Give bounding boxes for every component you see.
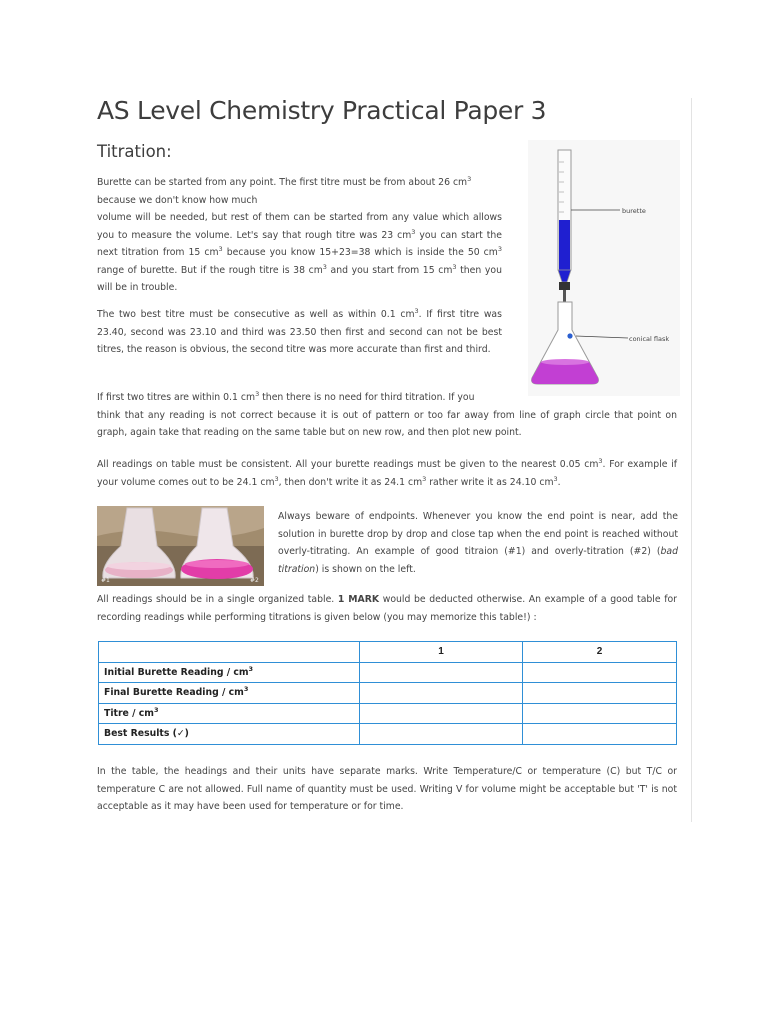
page-right-border: [691, 98, 692, 822]
table-cell: [360, 724, 523, 745]
table-header-cell: [99, 642, 360, 663]
row-label: Titre / $cm^3$: [99, 703, 360, 724]
flask-label: conical flask: [629, 335, 670, 343]
paragraph-burette-start: Burette can be started from any point. The first titre must be from about 26 $cm^3$ because we don't know how much volume will be needed, but rest of them can be started from any value which allows you to measure the volume. Let's say that rough titre was 23 $cm^3$ you can start the next titration from 15 $cm^3$ because you know 15+23=38 which is inside the 50 $cm^3$ range of burette. But if the rough titre is 38 $cm^3$ and you start from 15 $cm^3$ then you will be in trouble.: [97, 175, 502, 293]
paragraph-consistent-readings: All readings on table must be consistent. All your burette readings must be given to the nearest 0.05 $cm^3$. For example if your volume comes out to be 24.1 $cm^3$, then don't write it as 24.1 $cm^3$ rather write it as 24.10 $cm^3$.: [97, 457, 678, 488]
table-row: [99, 683, 677, 704]
photo-label-2: #2: [250, 577, 259, 584]
table-header-row: [99, 642, 677, 663]
table-header-cell: 2: [523, 642, 677, 663]
row-label: Initial Burette Reading / $cm^3$: [99, 662, 360, 683]
table-cell: [360, 703, 523, 724]
table-header-cell: 1: [360, 642, 523, 663]
photo-label-1: #1: [101, 577, 110, 584]
table-row: [99, 724, 677, 745]
table-row: [99, 703, 677, 724]
titration-flasks-photo: [97, 506, 264, 586]
paragraph-endpoints: Always beware of endpoints. Whenever you know the end point is near, add the solution in burette drop by drop and close tap when the end point is reached without overly-titrating. An example of good titraion (#1) and overly-titration (#2) (bad titration) is shown on the left.: [278, 511, 678, 575]
table-row: [99, 662, 677, 683]
paragraph-best-titre: The two best titre must be consecutive as well as within 0.1 $cm^3$. If first titre was 23.40, second was 23.10 and third was 23.50 then first and second can not be best titres, the reason is obvious, the second titre was more accurate than first and third.: [97, 307, 502, 355]
burette-flask-diagram: [528, 140, 680, 396]
row-label: Final Burette Reading / $cm^3$: [99, 683, 360, 704]
table-cell: [523, 724, 677, 745]
table-cell: [523, 703, 677, 724]
table-cell: [523, 662, 677, 683]
paragraph-third-titration: If first two titres are within 0.1 $cm^3$ then there is no need for third titration. If you think that any reading is not correct because it is out of pattern or too far away from line of graph circle that point on graph, again take that reading on the same table but on new row, and then plot new point.: [97, 390, 677, 438]
paragraph-single-table: All readings should be in a single organized table. 1 MARK would be deducted otherwise. An example of a good table for recording readings while performing titrations is given below (you may memorize this table!) :: [97, 594, 678, 623]
page-title: AS Level Chemistry Practical Paper 3: [97, 96, 547, 125]
table-cell: [360, 683, 523, 704]
table-cell: [523, 683, 677, 704]
paragraph-table-headings: In the table, the headings and their units have separate marks. Write Temperature/C or temperature (C) but T/C or temperature C are not allowed. Full name of quantity must be used. Writing V for volume might be acceptable but 'T' is not acceptable as it may have been used for temperature or for time.: [97, 766, 677, 812]
table-cell: [360, 662, 523, 683]
row-label: Best Results (✓): [99, 724, 360, 745]
readings-table: [98, 641, 677, 745]
section-heading: Titration:: [97, 142, 172, 161]
burette-label: burette: [622, 207, 646, 215]
